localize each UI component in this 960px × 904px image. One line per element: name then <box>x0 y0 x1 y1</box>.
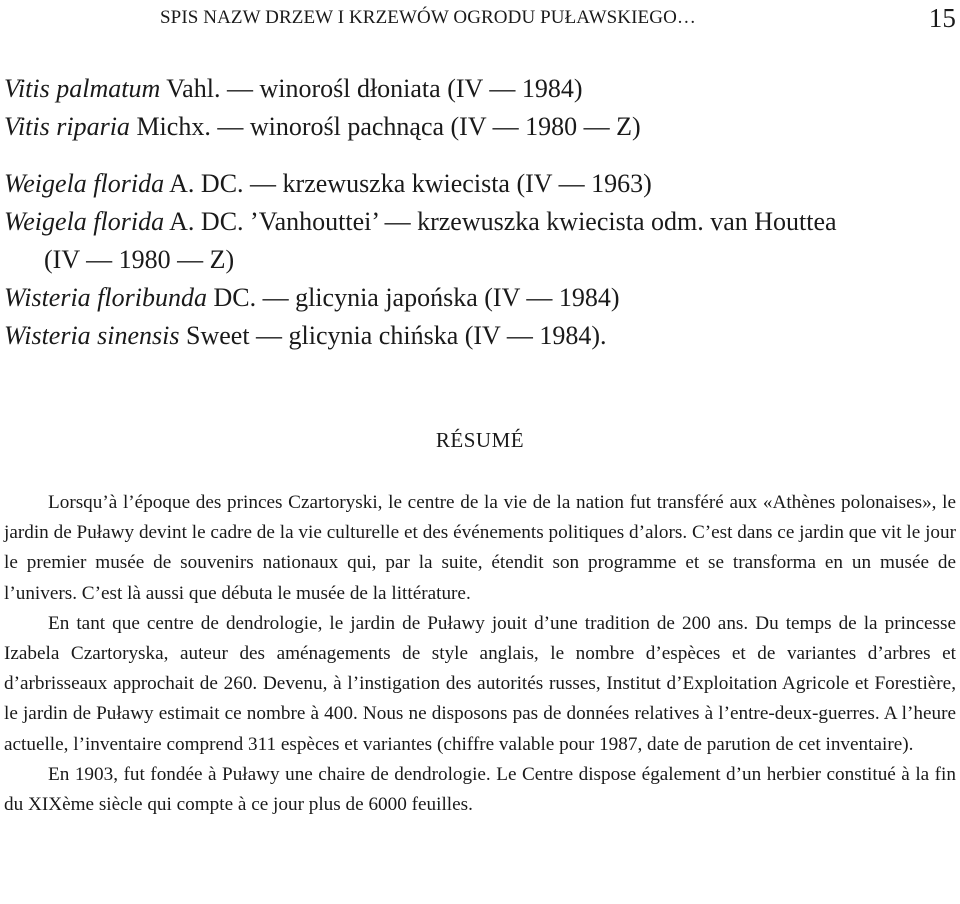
species-entry-continuation: (IV — 1980 — Z) <box>44 245 235 274</box>
species-description: Michx. — winorośl pachnąca (IV — 1980 — Z) <box>129 112 641 141</box>
running-header <box>160 4 956 32</box>
species-entry <box>4 279 959 317</box>
species-entry <box>4 108 959 146</box>
species-description: Sweet — glicynia chińska (IV — 1984). <box>179 321 607 350</box>
page-number: 15 <box>928 3 956 33</box>
species-list <box>4 70 959 355</box>
species-latin-name: Vitis riparia <box>4 112 130 141</box>
species-description: A. DC. — krzewuszka kwiecista (IV — 1963) <box>164 169 652 198</box>
resume-paragraph: En 1903, fut fondée à Puławy une chaire de dendrologie. Le Centre dispose également d’un herbier constitué à la fin du XIXème siècle qui compte à ce jour plus de 6000 feuilles. <box>4 763 956 816</box>
resume-paragraph: En tant que centre de dendrologie, le jardin de Puławy jouit d’une tradition de 200 ans. Du temps de la princesse Izabela Czartoryska, auteur des aménagements de style anglais, le nombre d’espèces et de variantes d’arbres et d’arbrisseaux approchait de 260. Devenu, à l’instigation des autorités russes, Institut d’Exploitation Agricole et Forestière, le jardin de Puławy estimait ce nombre à 400. Nous ne disposons pas de données relatives à l’entre-deux-guerres. A l’heure actuelle, l’inventaire comprend 311 espèces et variantes (chiffre valable pour 1987, date de parution de cet inventaire). <box>4 612 956 755</box>
species-latin-name: Vitis palmatum <box>4 74 161 103</box>
species-description: Vahl. — winorośl dłoniata (IV — 1984) <box>160 74 583 103</box>
species-entry <box>4 203 959 241</box>
species-latin-name: Wisteria floribunda <box>4 283 207 312</box>
species-latin-name: Wisteria sinensis <box>4 321 180 350</box>
resume-heading: RÉSUMÉ <box>435 428 525 452</box>
running-header-title: SPIS NAZW DRZEW I KRZEWÓW OGRODU PUŁAWSKIEGO… <box>160 7 697 28</box>
resume-body <box>4 488 956 820</box>
species-entry <box>4 165 959 203</box>
species-group-gap <box>4 146 959 165</box>
species-description: A. DC. ’Vanhouttei’ — krzewuszka kwiecista odm. van Houttea <box>164 207 837 236</box>
resume-paragraph: Lorsqu’à l’époque des princes Czartoryski, le centre de la vie de la nation fut transféré aux «Athènes polonaises», le jardin de Puławy devint le cadre de la vie culturelle et des événements politiques d’alors. C’est dans ce jardin que vit le jour le premier musée de souvenirs nationaux qui, par la suite, étendit son programme et se transforma en un musée de l’univers. C’est là aussi que débuta le musée de la littérature. <box>4 492 956 604</box>
species-latin-name: Weigela florida <box>4 207 165 236</box>
species-latin-name: Weigela florida <box>4 169 165 198</box>
species-entry <box>4 70 959 108</box>
species-description: DC. — glicynia japońska (IV — 1984) <box>206 283 620 312</box>
species-entry <box>4 317 959 355</box>
